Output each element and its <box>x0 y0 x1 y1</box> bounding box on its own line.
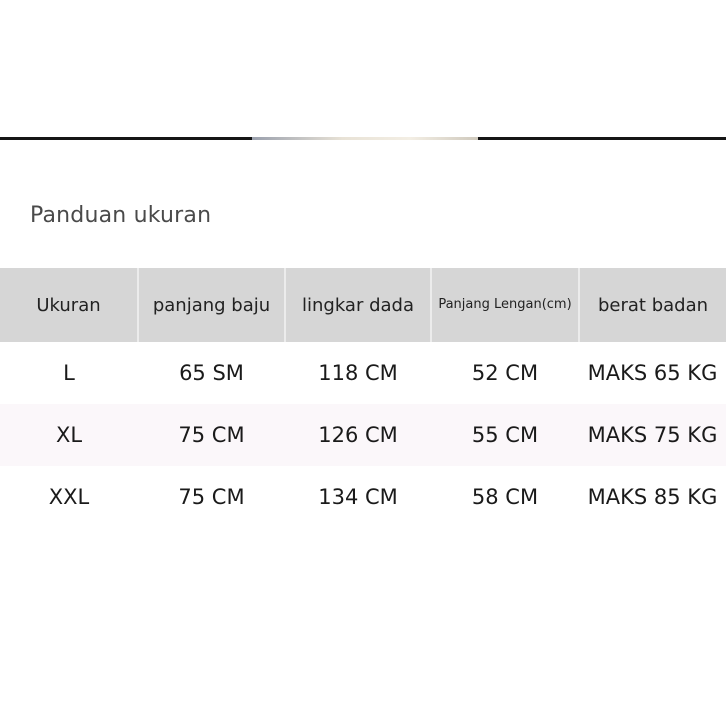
header-ukuran: Ukuran <box>0 268 138 342</box>
cell-size: L <box>63 361 75 385</box>
cell-panjang-lengan: 52 CM <box>471 361 539 385</box>
top-divider-image-strip <box>252 137 478 140</box>
cell-panjang-lengan: 58 CM <box>471 485 539 509</box>
cell-lingkar-dada: 118 CM <box>318 361 398 385</box>
table-row <box>0 404 726 466</box>
header-lingkar-dada: lingkar dada <box>285 268 431 342</box>
header-panjang-lengan: Panjang Lengan(cm) <box>431 268 579 342</box>
table-header-row <box>0 268 726 342</box>
cell-panjang-lengan: 55 CM <box>431 404 579 466</box>
page-title: Panduan ukuran <box>30 203 212 228</box>
table-row <box>0 342 726 404</box>
cell-panjang-baju: 65 SM <box>179 361 244 385</box>
size-chart-table <box>0 268 726 528</box>
cell-berat-badan: MAKS 65 KG <box>587 361 718 385</box>
cell-berat-badan: MAKS 85 KG <box>587 485 718 509</box>
cell-size: XXL <box>48 485 90 509</box>
cell-panjang-baju: 75 CM <box>178 485 245 509</box>
table-row <box>0 466 726 528</box>
top-divider <box>0 137 726 142</box>
header-panjang-baju: panjang baju <box>138 268 285 342</box>
top-divider-right <box>478 137 726 140</box>
cell-panjang-baju: 75 CM <box>138 404 285 466</box>
header-berat-badan: berat badan <box>579 268 726 342</box>
cell-lingkar-dada: 126 CM <box>285 404 431 466</box>
top-divider-left <box>0 137 252 140</box>
cell-berat-badan: MAKS 75 KG <box>579 404 726 466</box>
cell-size: XL <box>0 404 138 466</box>
cell-lingkar-dada: 134 CM <box>318 485 398 509</box>
